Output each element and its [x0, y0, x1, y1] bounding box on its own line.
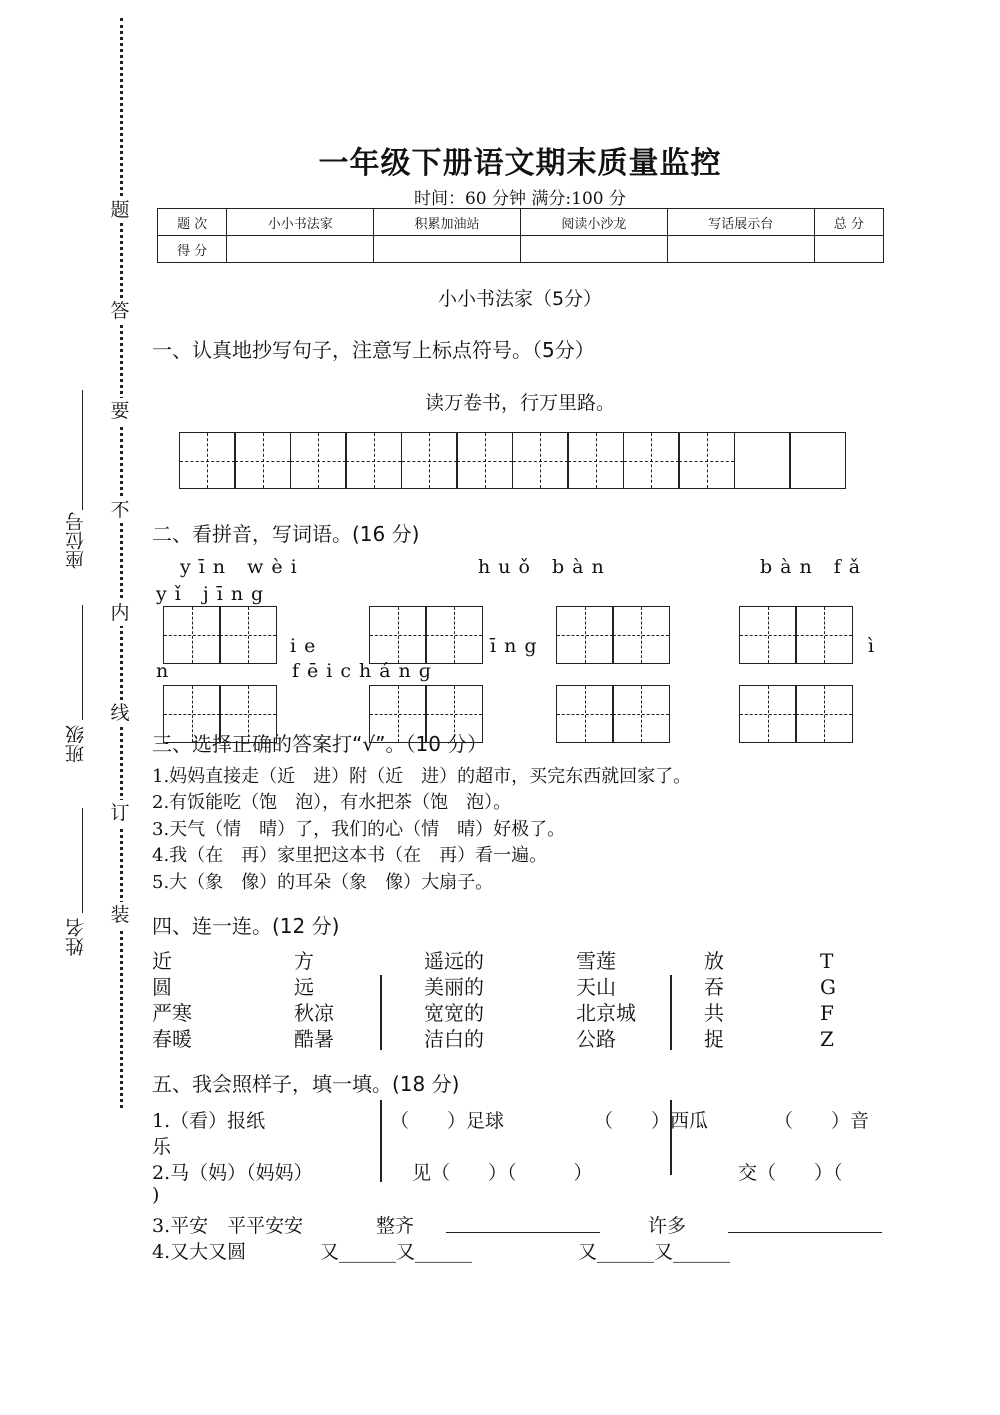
match-word[interactable]: 近 — [152, 949, 172, 973]
word-grid[interactable] — [164, 606, 277, 664]
name-field — [62, 918, 90, 956]
margin-char: 装 — [107, 902, 133, 928]
match-word[interactable]: 严寒 — [152, 1001, 192, 1025]
name-blank[interactable] — [82, 808, 83, 913]
match-col-4 — [576, 948, 636, 1052]
margin-char: 题 — [107, 197, 133, 223]
score-header: 积累加油站 — [374, 209, 521, 236]
match-word[interactable]: 放 — [704, 949, 724, 973]
match-word[interactable]: 圆 — [152, 975, 172, 999]
q5-text[interactable]: 又______又______ — [320, 1241, 473, 1263]
seat-number-field — [62, 512, 90, 569]
word-grid[interactable] — [740, 685, 853, 743]
answer-blank[interactable] — [728, 1232, 882, 1233]
pinyin: ì — [868, 635, 883, 657]
score-cell[interactable] — [374, 236, 521, 263]
seat-number-label: 座位号 — [65, 512, 87, 569]
q4-heading: 四、连一连。(12 分) — [152, 914, 340, 938]
q5-text: 整齐 — [376, 1215, 415, 1237]
score-cell[interactable] — [814, 236, 883, 263]
q3-heading: 三、选择正确的答案打“√”。（10 分） — [152, 732, 488, 756]
match-word[interactable]: 远 — [294, 975, 314, 999]
score-header: 写话展示台 — [667, 209, 814, 236]
score-header: 题 次 — [158, 209, 227, 236]
match-word[interactable]: T — [820, 949, 834, 973]
q5-text[interactable]: 交（ ）（ — [738, 1162, 843, 1184]
match-word[interactable]: 天山 — [576, 975, 616, 999]
pinyin: yǐ jīng — [156, 583, 272, 605]
q3-item: 1.妈妈直接走（近 进）附（近 进）的超市，买完东西就回家了。 — [152, 766, 692, 787]
pinyin: n — [156, 660, 177, 682]
match-word[interactable]: 洁白的 — [424, 1027, 484, 1051]
pinyin: huǒ bàn — [478, 556, 612, 578]
match-word[interactable]: 遥远的 — [424, 949, 484, 973]
q5-heading: 五、我会照样子，填一填。(18 分) — [152, 1072, 460, 1096]
match-word[interactable]: 共 — [704, 1001, 724, 1025]
match-word[interactable]: 捉 — [704, 1027, 724, 1051]
match-word[interactable]: 方 — [294, 949, 314, 973]
word-grid[interactable] — [370, 606, 483, 664]
q2-heading: 二、看拼音，写词语。(16 分) — [152, 522, 420, 546]
column-divider — [380, 1100, 382, 1182]
match-word[interactable]: 雪莲 — [576, 949, 616, 973]
match-col-2 — [294, 948, 334, 1052]
score-cell[interactable] — [667, 236, 814, 263]
word-grid[interactable] — [740, 606, 853, 664]
class-field — [62, 725, 90, 763]
word-grid[interactable] — [370, 685, 483, 743]
margin-char: 要 — [107, 398, 133, 424]
match-word[interactable]: 春暖 — [152, 1027, 192, 1051]
word-grid[interactable] — [164, 685, 277, 743]
margin-char: 不 — [107, 497, 133, 523]
q5-text[interactable]: （ ）足球 — [390, 1110, 505, 1132]
match-word[interactable]: 美丽的 — [424, 975, 484, 999]
column-divider — [670, 975, 672, 1050]
match-word[interactable]: 宽宽的 — [424, 1001, 484, 1025]
q5-text[interactable]: （ ）音 — [774, 1110, 870, 1132]
q5-text[interactable]: 见（ ）（ ） — [412, 1162, 593, 1184]
q5-text: 乐 — [152, 1136, 172, 1158]
q5-text: 4.又大又圆 — [152, 1241, 247, 1263]
class-blank[interactable] — [82, 605, 83, 720]
match-col-6 — [820, 948, 836, 1052]
q3-item: 3.天气（情 晴）了，我们的心（情 晴）好极了。 — [152, 819, 566, 840]
score-cell[interactable] — [520, 236, 667, 263]
match-word[interactable]: 公路 — [576, 1027, 616, 1051]
answer-blank[interactable] — [446, 1232, 600, 1233]
q1-sentence: 读万卷书，行万里路。 — [424, 392, 615, 414]
match-col-5 — [704, 948, 724, 1052]
page-title: 一年级下册语文期末质量监控 — [318, 146, 722, 181]
q1-heading: 一、认真地抄写句子，注意写上标点符号。（5分） — [152, 338, 595, 362]
q3-item: 5.大（象 像）的耳朵（象 像）大扇子。 — [152, 872, 494, 893]
column-divider — [380, 975, 382, 1050]
margin-char: 内 — [107, 600, 133, 626]
q5-text: 3.平安 平平安安 — [152, 1215, 304, 1237]
word-grid[interactable] — [557, 685, 670, 743]
score-cell[interactable] — [227, 236, 374, 263]
section-title: 小小书法家（5分） — [437, 288, 603, 310]
match-word[interactable]: 酷暑 — [294, 1027, 334, 1051]
pinyin: ie — [290, 635, 324, 657]
pinyin: fēichánɡ — [292, 660, 439, 682]
match-word[interactable]: 秋凉 — [294, 1001, 334, 1025]
pinyin: īng — [490, 635, 545, 657]
match-col-3 — [424, 948, 484, 1052]
margin-char: 订 — [107, 800, 133, 826]
match-word[interactable]: F — [820, 1001, 834, 1025]
copy-grid[interactable] — [180, 432, 846, 489]
pinyin: yīn wèi — [180, 556, 305, 578]
score-header: 小小书法家 — [227, 209, 374, 236]
match-word[interactable]: Z — [820, 1027, 834, 1051]
score-header: 总 分 — [814, 209, 883, 236]
class-label: 班级 — [65, 725, 87, 763]
score-header: 阅读小沙龙 — [520, 209, 667, 236]
match-word[interactable]: 吞 — [704, 975, 724, 999]
pinyin: bàn fǎ — [760, 556, 869, 578]
margin-char: 线 — [107, 700, 133, 726]
name-label: 姓名 — [65, 918, 87, 956]
q5-text[interactable]: 又______又______ — [578, 1241, 731, 1263]
match-word[interactable]: G — [820, 975, 836, 999]
match-col-1 — [152, 948, 192, 1052]
q5-text: 2.马（妈）（妈妈） — [152, 1162, 313, 1184]
q5-text: 1.（看）报纸 — [152, 1110, 266, 1132]
q3-item: 4.我（在 再）家里把这本书（在 再）看一遍。 — [152, 845, 548, 866]
score-row-label: 得 分 — [158, 236, 227, 263]
word-grid[interactable] — [557, 606, 670, 664]
q5-text: 许多 — [648, 1215, 687, 1237]
exam-info: 时间：60 分钟 满分:100 分 — [413, 189, 627, 209]
q5-text: ) — [152, 1184, 160, 1206]
q5-text[interactable]: （ ）西瓜 — [594, 1110, 709, 1132]
margin-char: 答 — [107, 298, 133, 324]
score-table — [157, 208, 884, 263]
q3-item: 2.有饭能吃（饱 泡），有水把茶（饱 泡）。 — [152, 792, 512, 813]
match-word[interactable]: 北京城 — [576, 1001, 636, 1025]
